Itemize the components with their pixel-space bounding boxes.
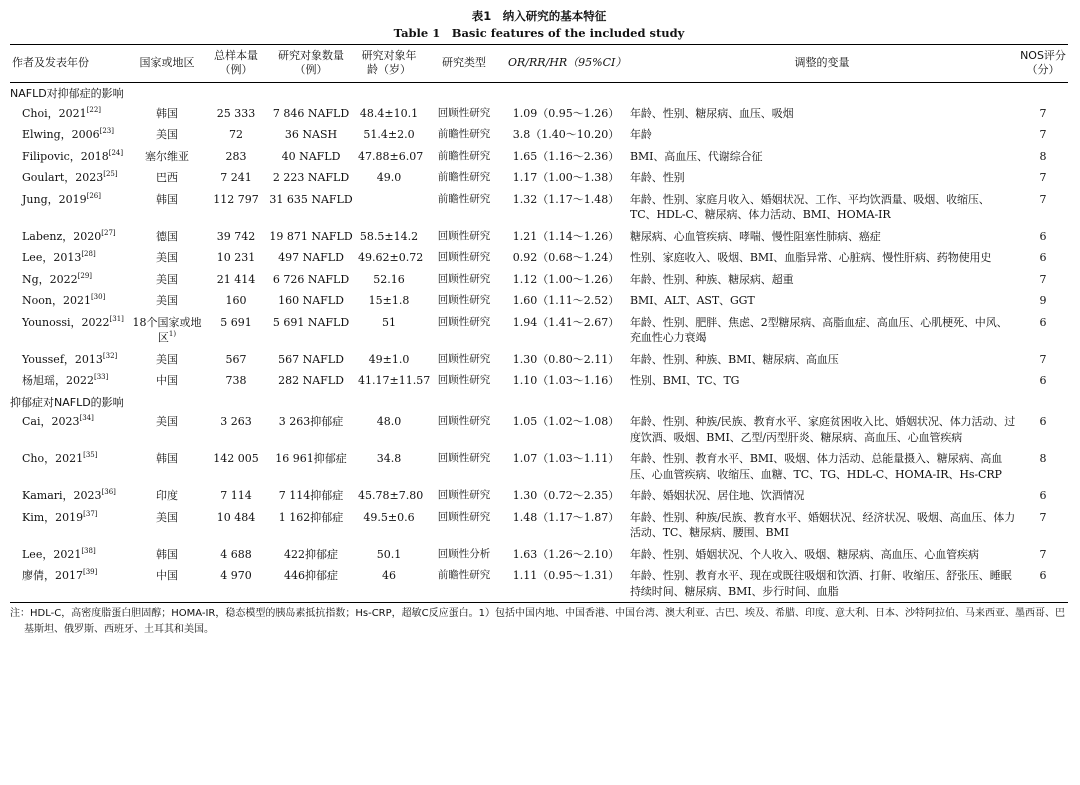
cell-nos-score: 6 <box>1039 229 1047 243</box>
cell-effect-size: 1.12（1.00～1.26） <box>512 272 620 286</box>
cell-total: 567 <box>225 352 247 366</box>
cell-author <box>10 124 128 146</box>
author-text: Youssef，2013 <box>22 352 103 366</box>
cell-total: 72 <box>229 128 243 141</box>
cell-nos-score: 7 <box>1039 510 1047 524</box>
cell-nos-score: 7 <box>1039 352 1047 366</box>
cell-country <box>128 507 206 544</box>
header-author: 作者及发表年份 <box>12 56 89 69</box>
cell-author <box>10 103 128 125</box>
cell-nos-score: 7 <box>1039 547 1047 561</box>
cell-effect-size: 0.92（0.68～1.24） <box>512 251 620 264</box>
cell-author <box>10 507 128 544</box>
cell-age: 34.8 <box>376 452 402 465</box>
cell-study-type: 前瞻性研究 <box>437 149 491 162</box>
cell-subjects: 446抑郁症 <box>284 569 338 582</box>
cell-author <box>10 269 128 291</box>
cell-effect-size: 1.17（1.00～1.38） <box>512 171 620 184</box>
cell-study-type: 回顾性研究 <box>437 452 491 464</box>
cell-nos-score: 7 <box>1039 128 1047 141</box>
cell-subjects: 160 NAFLD <box>278 294 344 307</box>
table-row <box>10 349 1068 371</box>
cell-study-type: 前瞻性研究 <box>437 128 491 140</box>
cell-author <box>10 411 128 448</box>
table-row <box>10 290 1068 312</box>
country-text: 韩国 <box>156 547 178 561</box>
cell-adjusted-variables: BMI、ALT、AST、GGT <box>630 294 755 307</box>
reference-number: [34] <box>79 414 94 422</box>
cell-nos-score: 7 <box>1039 192 1047 206</box>
table-row <box>10 507 1068 544</box>
cell-subjects: 282 NAFLD <box>278 374 344 387</box>
cell-adjusted-variables: 年龄、性别 <box>630 171 685 184</box>
cell-nos-score: 6 <box>1039 569 1047 582</box>
table-row <box>10 247 1068 269</box>
cell-nos-score: 7 <box>1039 171 1047 184</box>
table-row <box>10 124 1068 146</box>
table-row <box>10 269 1068 291</box>
reference-number: [28] <box>81 250 96 258</box>
author-text: Cho，2021 <box>22 452 84 465</box>
cell-total: 3 263 <box>220 415 252 428</box>
table-caption-zh: 表1 纳入研究的基本特征 <box>471 9 607 23</box>
cell-study-type: 回顾性研究 <box>437 352 491 365</box>
cell-subjects: 567 NAFLD <box>278 352 344 366</box>
author-text: Kamari，2023 <box>22 489 102 502</box>
cell-adjusted-variables: 年龄、性别、婚姻状况、个人收入、吸烟、糖尿病、高血压、心血管疾病 <box>630 547 979 561</box>
cell-subjects: 7 846 NAFLD <box>272 106 350 120</box>
cell-effect-size: 1.30（0.72～2.35） <box>512 489 620 502</box>
cell-adjusted-variables: 性别、BMI、TC、TG <box>630 374 740 387</box>
reference-number: [37] <box>83 509 98 518</box>
cell-age: 15±1.8 <box>368 294 410 307</box>
cell-adjusted-variables: 年龄、性别、家庭月收入、婚姻状况、工作、平均饮酒量、吸烟、收缩压、TC、HDL-C、糖尿病、体力活动、BMI、HOMA-IR <box>630 192 990 221</box>
cell-study-type: 回顾性研究 <box>437 106 491 119</box>
author-text: 廖倩，2017 <box>22 569 83 582</box>
cell-country <box>128 124 206 146</box>
cell-study-type: 前瞻性研究 <box>437 569 491 581</box>
cell-age: 47.88±6.07 <box>358 149 424 163</box>
cell-country <box>128 448 206 485</box>
cell-effect-size: 1.60（1.11～2.52） <box>512 294 620 307</box>
cell-effect-size: 1.32（1.17～1.48） <box>512 192 620 206</box>
cell-study-type: 回顾性研究 <box>437 415 491 427</box>
cell-total: 5 691 <box>220 315 252 329</box>
cell-study-type: 回顾性研究 <box>437 294 491 306</box>
cell-nos-score: 6 <box>1039 415 1047 428</box>
author-text: Noon，2021 <box>22 294 91 307</box>
cell-country <box>128 544 206 566</box>
cell-study-type: 回顾性研究 <box>437 510 491 523</box>
table-row <box>10 485 1068 507</box>
author-text: Kim，2019 <box>22 510 84 524</box>
cell-adjusted-variables: 年龄、性别、教育水平、BMI、吸烟、体力活动、总能量摄入、糖尿病、高血压、心血管疾病、收缩压、血糖、TC、TG、HDL-C、HOMA-IR、Hs-CRP <box>630 452 1003 481</box>
cell-study-type: 回顾性研究 <box>437 374 491 386</box>
author-text: Younossi，2022 <box>22 315 110 329</box>
cell-subjects: 19 871 NAFLD <box>269 229 353 243</box>
reference-number: [31] <box>109 314 124 323</box>
cell-nos-score: 6 <box>1039 315 1047 329</box>
header-total: 总样本量（例） <box>214 49 258 76</box>
cell-study-type: 回顾性分析 <box>437 547 491 560</box>
cell-study-type: 回顾性研究 <box>437 315 491 328</box>
cell-country <box>128 411 206 448</box>
cell-adjusted-variables: 年龄、性别、种族/民族、教育水平、婚姻状况、经济状况、吸烟、高血压、体力活动、TC、糖尿病、腰围、BMI <box>630 510 1016 539</box>
cell-total: 4 970 <box>220 569 252 582</box>
cell-total: 160 <box>225 294 247 307</box>
cell-total: 39 742 <box>216 229 256 243</box>
header-age: 研究对象年龄（岁） <box>361 49 417 76</box>
cell-effect-size: 1.94（1.41～2.67） <box>512 315 620 329</box>
cell-country <box>128 167 206 189</box>
cell-adjusted-variables: 糖尿病、心血管疾病、哮喘、慢性阻塞性肺病、癌症 <box>630 229 881 243</box>
footnote-text: 注：HDL-C，高密度脂蛋白胆固醇；HOMA-IR，稳态模型的胰岛素抵抗指数；Hs-CRP，超敏C反应蛋白。1）包括中国内地、中国香港、中国台湾、澳大利亚、古巴、埃及、希腊、印度、意大利、日本、沙特阿拉伯、马来西亚、墨西哥、巴基斯坦、俄罗斯、西班牙、土耳其和美国。 <box>10 608 1065 635</box>
country-text: 德国 <box>156 229 178 243</box>
country-text: 美国 <box>156 352 178 366</box>
cell-adjusted-variables: BMI、高血压、代谢综合征 <box>630 149 763 163</box>
cell-subjects: 6 726 NAFLD <box>272 272 350 286</box>
reference-number: [29] <box>77 271 93 280</box>
cell-subjects: 2 223 NAFLD <box>272 171 350 184</box>
cell-nos-score: 7 <box>1039 106 1047 120</box>
author-text: Lee，2021 <box>22 547 82 561</box>
table-row <box>10 226 1068 248</box>
cell-age: 48.0 <box>376 415 402 428</box>
country-text: 巴西 <box>156 171 178 184</box>
cell-age: 50.1 <box>376 547 402 561</box>
cell-age: 51.4±2.0 <box>363 128 415 141</box>
cell-country <box>128 247 206 269</box>
cell-effect-size: 1.11（0.95～1.31） <box>512 569 620 582</box>
country-text: 韩国 <box>156 452 178 465</box>
cell-age: 41.17±11.57 <box>358 374 431 387</box>
table-row <box>10 312 1068 349</box>
table-row <box>10 565 1068 603</box>
country-text: 美国 <box>156 294 178 307</box>
cell-nos-score: 9 <box>1039 294 1047 307</box>
cell-adjusted-variables: 年龄、性别、种族/民族、教育水平、家庭贫困收入比、婚姻状况、体力活动、过度饮酒、吸烟、BMI、乙型/丙型肝炎、糖尿病、高血压、心血管疾病 <box>630 415 1016 444</box>
cell-adjusted-variables: 年龄、性别、种族、糖尿病、超重 <box>630 272 794 286</box>
reference-number: [32] <box>102 351 118 360</box>
cell-subjects: 16 961抑郁症 <box>275 452 347 465</box>
cell-total: 283 <box>225 149 247 163</box>
header-subjects: 研究对象数量（例） <box>278 49 344 76</box>
cell-adjusted-variables: 年龄、婚姻状况、居住地、饮酒情况 <box>630 489 805 502</box>
header-effect: OR/RR/HR（95%CI） <box>508 56 627 69</box>
country-text: 中国 <box>156 569 178 582</box>
cell-subjects: 1 162抑郁症 <box>278 510 344 524</box>
author-text: Choi，2021 <box>22 106 87 120</box>
cell-author <box>10 290 128 312</box>
cell-country <box>128 146 206 168</box>
cell-age: 49.5±0.6 <box>363 510 415 524</box>
cell-effect-size: 1.65（1.16～2.36） <box>512 149 620 163</box>
reference-number: [25] <box>103 170 118 178</box>
cell-country <box>128 269 206 291</box>
cell-adjusted-variables: 年龄、性别、肥胖、焦虑、2型糖尿病、高脂血症、高血压、心肌梗死、中风、充血性心力衰竭 <box>630 315 1008 344</box>
country-text: 美国 <box>156 128 178 141</box>
cell-age: 49.62±0.72 <box>358 251 424 264</box>
cell-effect-size: 1.05（1.02～1.08） <box>512 415 620 428</box>
cell-age: 46 <box>382 569 396 582</box>
cell-total: 25 333 <box>216 106 256 120</box>
cell-total: 10 484 <box>216 510 256 524</box>
table-row <box>10 411 1068 448</box>
cell-author <box>10 565 128 603</box>
table-header <box>10 45 1068 83</box>
cell-study-type: 回顾性研究 <box>437 489 491 501</box>
cell-country <box>128 312 206 349</box>
reference-number: [33] <box>94 373 109 381</box>
cell-subjects: 40 NAFLD <box>281 149 341 163</box>
cell-age: 58.5±14.2 <box>359 229 419 243</box>
cell-total: 112 797 <box>213 192 259 206</box>
section-heading-row <box>10 392 1068 412</box>
reference-number: [24] <box>108 148 124 157</box>
cell-effect-size: 1.10（1.03～1.16） <box>512 374 620 387</box>
cell-age: 49±1.0 <box>368 352 410 366</box>
cell-country <box>128 485 206 507</box>
cell-effect-size: 3.8（1.40～10.20） <box>512 128 620 141</box>
cell-author <box>10 312 128 349</box>
cell-effect-size: 1.07（1.03～1.11） <box>512 452 620 465</box>
table-row <box>10 544 1068 566</box>
cell-country <box>128 370 206 392</box>
table-row <box>10 167 1068 189</box>
cell-author <box>10 146 128 168</box>
cell-study-type: 回顾性研究 <box>437 251 491 263</box>
reference-number: [22] <box>86 105 102 114</box>
cell-subjects: 36 NASH <box>284 128 338 141</box>
cell-total: 7 241 <box>220 171 252 184</box>
cell-age: 52.16 <box>373 272 405 286</box>
header-country: 国家或地区 <box>139 56 195 69</box>
cell-author <box>10 247 128 269</box>
country-text: 印度 <box>156 489 178 502</box>
reference-number: [39] <box>83 568 98 576</box>
cell-country <box>128 349 206 371</box>
cell-total: 4 688 <box>220 547 252 561</box>
cell-country <box>128 103 206 125</box>
cell-adjusted-variables: 年龄 <box>630 128 652 141</box>
country-text: 美国 <box>156 510 178 524</box>
author-text: 杨旭瑶，2022 <box>22 374 94 387</box>
country-footnote-mark: 1) <box>168 330 177 338</box>
author-text: Labenz，2020 <box>22 229 102 243</box>
reference-number: [23] <box>99 127 114 135</box>
cell-study-type: 回顾性研究 <box>437 229 491 242</box>
author-text: Cai，2023 <box>22 415 80 428</box>
header-adjust: 调整的变量 <box>794 56 850 69</box>
section-title: 抑郁症对NAFLD的影响 <box>10 395 124 409</box>
cell-effect-size: 1.21（1.14～1.26） <box>512 229 620 243</box>
cell-author <box>10 349 128 371</box>
cell-author <box>10 226 128 248</box>
reference-number: [35] <box>83 451 98 459</box>
cell-nos-score: 8 <box>1039 149 1047 163</box>
cell-total: 738 <box>225 374 247 387</box>
cell-effect-size: 1.30（0.80～2.11） <box>512 352 620 366</box>
cell-total: 10 231 <box>216 251 256 264</box>
reference-number: [27] <box>101 228 116 237</box>
author-text: Goulart，2023 <box>22 171 104 184</box>
cell-age: 45.78±7.80 <box>358 489 424 502</box>
cell-subjects: 5 691 NAFLD <box>272 315 350 329</box>
cell-subjects: 422抑郁症 <box>284 547 338 561</box>
cell-nos-score: 8 <box>1039 452 1047 465</box>
table-footnote <box>10 606 1068 638</box>
cell-country <box>128 290 206 312</box>
country-text: 塞尔维亚 <box>145 149 189 163</box>
cell-country <box>128 226 206 248</box>
reference-number: [26] <box>86 191 101 200</box>
cell-author <box>10 189 128 226</box>
cell-nos-score: 6 <box>1039 374 1047 387</box>
cell-effect-size: 1.48（1.17～1.87） <box>512 510 620 524</box>
cell-age: 49.0 <box>376 171 402 184</box>
table-caption-en: Table 1 Basic features of the included study <box>393 26 685 40</box>
cell-subjects: 31 635 NAFLD <box>269 192 353 206</box>
cell-adjusted-variables: 年龄、性别、种族、BMI、糖尿病、高血压 <box>630 352 839 366</box>
cell-subjects: 3 263抑郁症 <box>278 415 344 428</box>
study-features-table <box>10 44 1068 603</box>
cell-age <box>356 189 422 226</box>
cell-age: 48.4±10.1 <box>359 106 419 120</box>
section-title: NAFLD对抑郁症的影响 <box>10 87 124 100</box>
table-row <box>10 103 1068 125</box>
cell-nos-score: 6 <box>1039 251 1047 264</box>
cell-study-type: 前瞻性研究 <box>437 171 491 183</box>
author-text: Elwing，2006 <box>22 128 100 141</box>
cell-study-type: 回顾性研究 <box>437 272 491 285</box>
cell-adjusted-variables: 年龄、性别、糖尿病、血压、吸烟 <box>630 106 794 120</box>
table-row <box>10 146 1068 168</box>
header-nos: NOS评分（分） <box>1020 49 1066 76</box>
cell-country <box>128 565 206 603</box>
cell-author <box>10 544 128 566</box>
country-text: 韩国 <box>156 106 178 120</box>
country-text: 美国 <box>156 272 178 286</box>
country-text: 韩国 <box>156 192 178 206</box>
section-heading-row <box>10 83 1068 103</box>
cell-effect-size: 1.63（1.26～2.10） <box>512 547 620 561</box>
header-type: 研究类型 <box>442 56 486 69</box>
author-text: Lee，2013 <box>22 251 82 264</box>
country-text: 18个国家或地区 <box>132 315 202 344</box>
cell-total: 7 114 <box>220 489 252 502</box>
author-text: Filipovic，2018 <box>22 149 109 163</box>
cell-subjects: 7 114抑郁症 <box>278 489 344 502</box>
table-body <box>10 83 1068 603</box>
cell-author <box>10 485 128 507</box>
cell-study-type: 前瞻性研究 <box>437 192 491 205</box>
country-text: 美国 <box>156 415 178 428</box>
cell-author <box>10 448 128 485</box>
cell-total: 142 005 <box>213 452 259 465</box>
cell-adjusted-variables: 年龄、性别、教育水平、现在或既往吸烟和饮酒、打鼾、收缩压、舒张压、睡眠持续时间、糖尿病、BMI、步行时间、血脂 <box>630 569 1012 598</box>
cell-effect-size: 1.09（0.95～1.26） <box>512 106 620 120</box>
cell-age: 51 <box>382 315 396 329</box>
reference-number: [38] <box>81 546 96 555</box>
cell-nos-score: 6 <box>1039 489 1047 502</box>
table-row <box>10 370 1068 392</box>
author-text: Jung，2019 <box>22 192 87 206</box>
cell-author <box>10 167 128 189</box>
cell-nos-score: 7 <box>1039 272 1047 286</box>
table-row <box>10 448 1068 485</box>
author-text: Ng，2022 <box>22 272 78 286</box>
cell-author <box>10 370 128 392</box>
reference-number: [36] <box>101 488 116 496</box>
reference-number: [30] <box>90 293 106 301</box>
cell-adjusted-variables: 性别、家庭收入、吸烟、BMI、血脂异常、心脏病、慢性肝病、药物使用史 <box>630 251 992 264</box>
country-text: 美国 <box>156 251 178 264</box>
country-text: 中国 <box>156 374 178 387</box>
cell-country <box>128 189 206 226</box>
table-row <box>10 189 1068 226</box>
cell-subjects: 497 NAFLD <box>278 251 344 264</box>
cell-total: 21 414 <box>216 272 256 286</box>
